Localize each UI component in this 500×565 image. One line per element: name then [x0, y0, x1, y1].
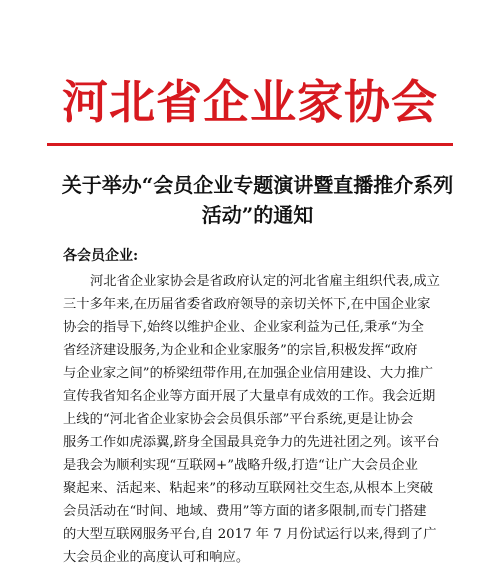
- paragraph-line: 会员活动在“时间、地域、费用”等方面的诸多限制,而专门搭建: [63, 504, 427, 519]
- paragraph-line: 宣传我省知名企业等方面开展了大量卓有成效的工作。我会近期: [63, 389, 436, 404]
- paragraph-line: 上线的“河北省企业家协会会员俱乐部”平台系统,更是让协会: [63, 412, 414, 427]
- notice-title-line: 活动”的通知: [201, 203, 314, 227]
- cut-off-next-paragraph: [63, 552, 448, 565]
- paragraph-line: 大会员企业的高度认可和响应。: [63, 550, 250, 565]
- red-header-rule: [47, 143, 453, 146]
- notice-title: [60, 170, 455, 230]
- cut-off-line-placeholder: [63, 552, 448, 565]
- paragraph-line: 是我会为顺利实现“互联网+”战略升级,打造“让广大会员企业: [63, 458, 418, 473]
- paragraph-line: 协会的指导下,始终以维护企业、企业家利益为己任,秉承“为全: [63, 320, 424, 335]
- paragraph-line: 三十多年来,在历届省委省政府领导的亲切关怀下,在中国企业家: [63, 297, 431, 312]
- paragraph-line: 的大型互联网服务平台,自 2017 年 7 月份试运行以来,得到了广: [63, 527, 437, 542]
- paragraph-line: 河北省企业家协会是省政府认定的河北省雇主组织代表,成立: [90, 274, 440, 289]
- salutation: 各会员企业:: [63, 248, 139, 264]
- organization-title: 河北省企业家协会: [62, 75, 438, 129]
- paragraph-line: 省经济建设服务,为企业和企业家服务”的宗旨,积极发挥“政府: [63, 343, 418, 358]
- notice-title-line: 关于举办“会员企业专题演讲暨直播推介系列: [61, 173, 454, 197]
- notice-body-paragraph: [63, 270, 448, 565]
- paragraph-line: 与企业家之间”的桥梁纽带作用,在加强企业信用建设、大力推广: [63, 366, 434, 381]
- paragraph-line: 服务工作如虎添翼,跻身全国最具竞争力的先进社团之列。该平台: [63, 435, 440, 450]
- paragraph-line: 聚起来、活起来、粘起来”的移动互联网社交生态,从根本上突破: [63, 481, 434, 496]
